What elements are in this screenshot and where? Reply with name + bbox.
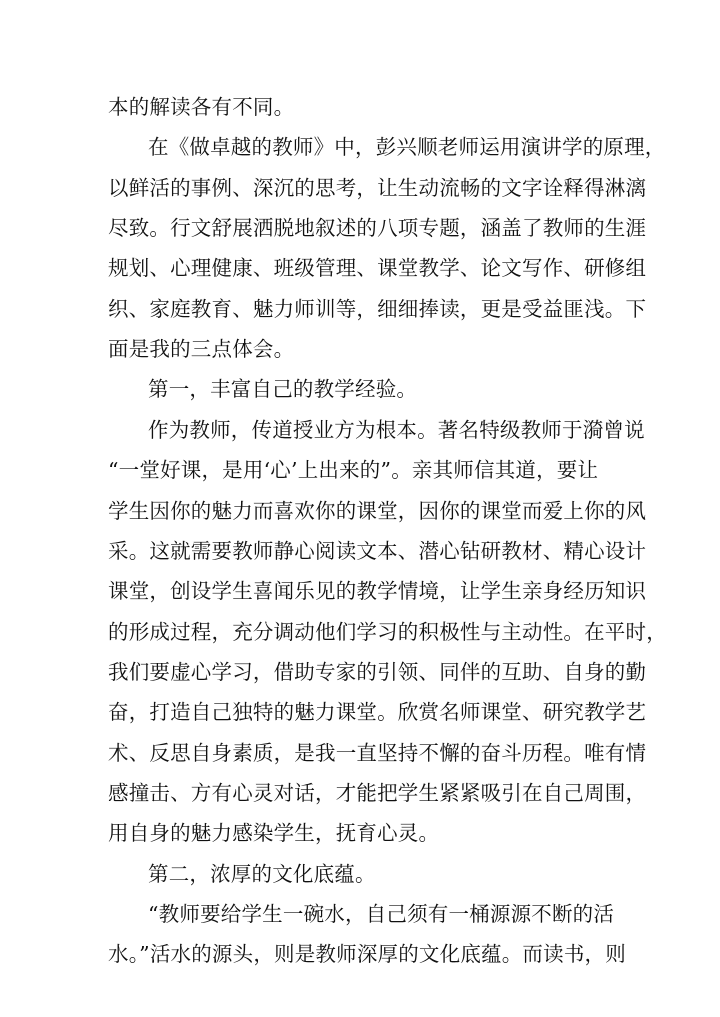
text-line: 水。”活水的源头，则是教师深厚的文化底蕴。而读书，则 — [108, 942, 626, 966]
text-line: 面是我的三点体会。 — [108, 337, 295, 361]
section-heading-first: 第一，丰富自己的教学经验。 — [148, 377, 418, 401]
section-heading-second: 第二，浓厚的文化底蕴。 — [148, 862, 376, 886]
text-line: 的形成过程，充分调动他们学习的积极性与主动性。在平时， — [108, 620, 667, 644]
text-line: “一堂好课，是用‘心’上出来的”。亲其师信其道，要让 — [108, 458, 599, 482]
paragraph-first-line: 在《做卓越的教师》中，彭兴顺老师运用演讲学的原理， — [148, 135, 666, 159]
text-line: 学生因你的魅力而喜欢你的课堂，因你的课堂而爱上你的风 — [108, 499, 647, 523]
text-line: 规划、心理健康、班级管理、课堂教学、论文写作、研修组 — [108, 256, 647, 280]
text-line: 尽致。行文舒展洒脱地叙述的八项专题，涵盖了教师的生涯 — [108, 216, 647, 240]
text-line: 奋，打造自己独特的魅力课堂。欣赏名师课堂、研究教学艺 — [108, 700, 647, 724]
paragraph-first-line: “教师要给学生一碗水，自己须有一桶源源不断的活 — [148, 902, 615, 926]
text-line: 采。这就需要教师静心阅读文本、潜心钻研教材、精心设计 — [108, 539, 647, 563]
text-line: 用自身的魅力感染学生，抚育心灵。 — [108, 821, 440, 845]
text-line: 以鲜活的事例、深沉的思考，让生动流畅的文字诠释得淋漓 — [108, 176, 647, 200]
text-line: 课堂，创设学生喜闻乐见的教学情境，让学生亲身经历知识 — [108, 579, 647, 603]
text-line: 术、反思自身素质，是我一直坚持不懈的奋斗历程。唯有情 — [108, 741, 647, 765]
paragraph-first-line: 作为教师，传道授业方为根本。著名特级教师于漪曾说 — [148, 418, 645, 442]
text-line: 我们要虚心学习，借助专家的引领、同伴的互助、自身的勤 — [108, 660, 647, 684]
text-line: 本的解读各有不同。 — [108, 95, 295, 119]
text-line: 织、家庭教育、魅力师训等，细细捧读，更是受益匪浅。下 — [108, 297, 647, 321]
text-line: 感撞击、方有心灵对话，才能把学生紧紧吸引在自己周围， — [108, 781, 647, 805]
